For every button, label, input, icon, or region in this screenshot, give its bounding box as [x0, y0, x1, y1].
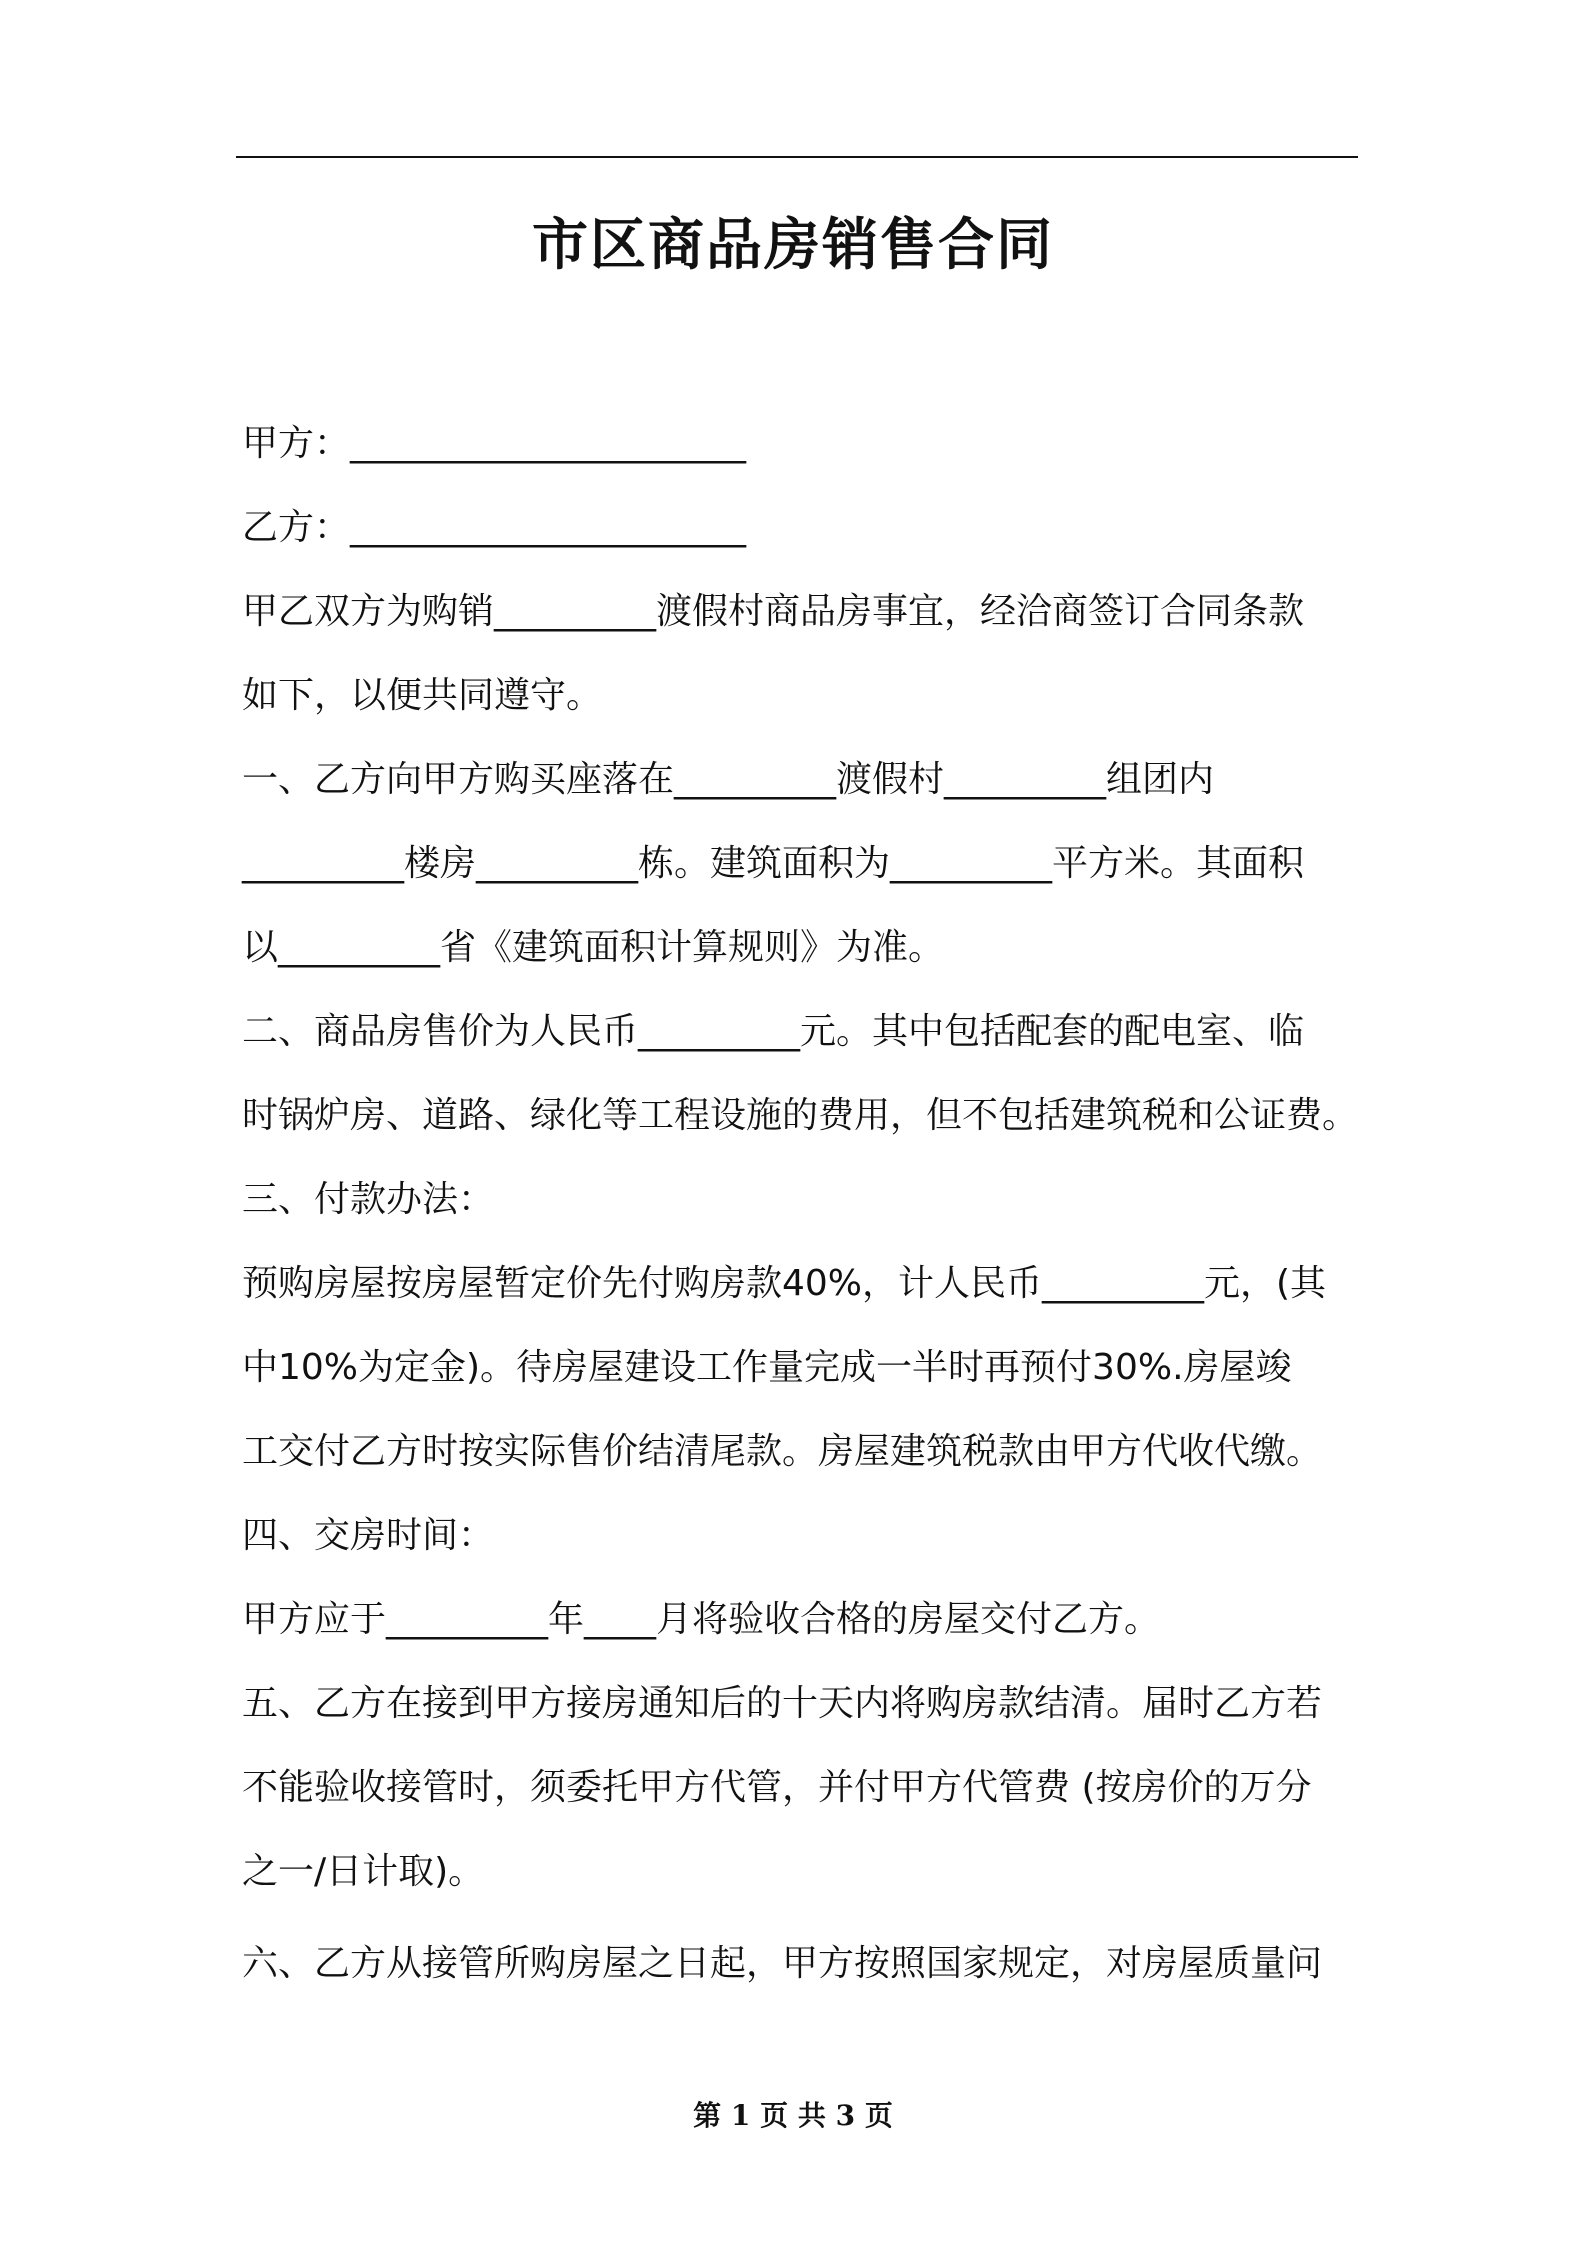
clause-5-line-2: 不能验收接管时，须委托甲方代管，并付甲方代管费 (按房价的万分: [242, 1767, 1312, 1808]
clause-2-line-2: 时锅炉房、道路、绿化等工程设施的费用，但不包括建筑税和公证费。: [242, 1095, 1359, 1136]
clause-3-line-1: 预购房屋按房屋暂定价先付购房款40%，计人民币_________元，(其: [242, 1263, 1327, 1304]
preamble-line-2: 如下，以便共同遵守。: [242, 675, 603, 716]
clause-1-line-3: 以_________省《建筑面积计算规则》为准。: [242, 927, 945, 968]
page-footer: 第 1 页 共 3 页: [693, 2099, 893, 2132]
paragraph-spacer: [242, 1914, 1358, 1922]
party-a-line: 甲方：______________________: [242, 423, 747, 464]
clause-5-line-1: 五、乙方在接到甲方接房通知后的十天内将购房款结清。届时乙方若: [242, 1683, 1323, 1724]
clause-3-heading: 三、付款办法：: [242, 1179, 495, 1220]
clause-2-line-1: 二、商品房售价为人民币_________元。其中包括配套的配电室、临: [242, 1011, 1305, 1052]
clause-4-heading: 四、交房时间：: [242, 1515, 495, 1556]
preamble-line-1: 甲乙双方为购销_________渡假村商品房事宜，经洽商签订合同条款: [242, 591, 1305, 632]
clause-4-line-1: 甲方应于_________年____月将验收合格的房屋交付乙方。: [242, 1599, 1161, 1640]
clause-1-line-2: _________楼房_________栋。建筑面积为_________平方米。其面积: [242, 843, 1305, 884]
clause-5-line-3: 之一/日计取)。: [242, 1851, 485, 1892]
clause-1-line-1: 一、乙方向甲方购买座落在_________渡假村_________组团内: [242, 759, 1215, 800]
document-body: [242, 402, 1358, 2006]
document-title: 市区商品房销售合同: [532, 213, 1054, 278]
clause-3-line-3: 工交付乙方时按实际售价结清尾款。房屋建筑税款由甲方代收代缴。: [242, 1431, 1323, 1472]
party-b-line: 乙方：______________________: [242, 507, 747, 548]
clause-6-line-1: 六、乙方从接管所购房屋之日起，甲方按照国家规定，对房屋质量问: [242, 1943, 1323, 1984]
header-rule: [236, 156, 1358, 158]
clause-3-line-2: 中10%为定金)。待房屋建设工作量完成一半时再预付30%.房屋竣: [242, 1347, 1292, 1388]
